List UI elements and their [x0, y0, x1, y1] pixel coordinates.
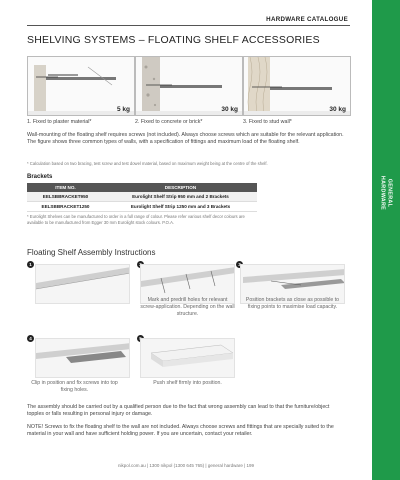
side-tab-line1: GENERAL: [386, 178, 393, 208]
table-row: [27, 192, 257, 202]
figure-weight: 5 kg: [116, 106, 130, 113]
side-category-tab[interactable]: [372, 0, 400, 480]
page-footer: nikpol.com.au | 1300 nikpol (1300 645 765) | general hardware | 199: [117, 463, 255, 468]
assembly-title: Floating Shelf Assembly Instructions: [27, 248, 156, 257]
catalogue-label: HARDWARE CATALOGUE: [266, 16, 348, 23]
side-tab-line2: HARDWARE: [380, 175, 386, 211]
figure-weight: 30 kg: [329, 106, 346, 113]
side-tab-text: [380, 176, 393, 210]
description-cell: Eurolight Shelf Strip 950 mm and 2 Brackets: [104, 192, 257, 202]
assembly-warning: The assembly should be carried out by a qualified person due to the fact that wrong assembly can lead to that the furniture/object topples or falls resulting in personal injury or damage.: [27, 404, 330, 417]
item-number-cell: EELSBBRACKET950: [27, 192, 104, 202]
wall-strip-illustration: [36, 265, 130, 304]
step-number: 1: [27, 261, 34, 268]
column-header: DESCRIPTION: [104, 183, 257, 192]
side-tab-label: [376, 168, 396, 218]
table-header-row: [27, 183, 257, 192]
intro-paragraph: Wall-mounting of the floating shelf requires screws (not included). Always choose screws which are suitable for the relevant application. The figure shows three common types of walls, with a specification of fittings and maximum load of the floating shelf.: [27, 132, 344, 145]
figure-plaster-wall: [27, 56, 135, 116]
step-4-illustration: [35, 338, 130, 378]
table-row: [27, 202, 257, 212]
description-cell: Eurolight Shelf Strip 1250 mm and 3 Brackets: [104, 202, 257, 212]
step-3-text: Position brackets as close as possible to fixing points to maximise load capacity.: [245, 297, 340, 310]
figure-caption: 1. Fixed to plaster material*: [27, 119, 92, 125]
brackets-heading: Brackets: [27, 174, 53, 180]
figure-weight: 30 kg: [221, 106, 238, 113]
brackets-table: [27, 183, 257, 212]
step-1-illustration: [35, 264, 130, 304]
figure-stud-wall: [243, 56, 351, 116]
screws-note: NOTE! Screws to fix the floating shelf to the wall are not included. Always choose screws and fittings that are specially suited to the material in your wall and have sufficient holding power. If you are uncertain, contact your retailer.: [27, 424, 334, 437]
column-header: ITEM NO.: [27, 183, 104, 192]
step-4-text: Clip in position and fix screws into top fixing holes.: [31, 380, 118, 393]
calculation-note: * Calculation based on two bracing, test screw and test dowel material, based on maximum weight being at the centre of the shelf.: [27, 161, 268, 166]
step-5-text: Push shelf firmly into position.: [153, 380, 222, 386]
item-number-cell: EELSBBRACKET1250: [27, 202, 104, 212]
push-shelf-illustration: [141, 339, 235, 378]
step-number: 4: [27, 335, 34, 342]
step-5-illustration: [140, 338, 235, 378]
step-2-text: Mark and predrill holes for relevant screw-application. Depending on the wall structure.: [140, 297, 235, 317]
figure-concrete-wall: [135, 56, 243, 116]
clip-bracket-illustration: [36, 339, 130, 378]
brackets-note: * Eurolight Shelves can be manufactured to order in a full range of colour. Please refer various shelf decor colours are available to be manufactured from Egger 30 mm Eurolight stock colours. P.O.A.: [27, 214, 245, 225]
page-title: SHELVING SYSTEMS – FLOATING SHELF ACCESSORIES: [27, 34, 320, 46]
figure-caption: 3. Fixed to stud wall*: [243, 119, 292, 125]
header-divider: [27, 25, 350, 26]
figure-caption: 2. Fixed to concrete or brick*: [135, 119, 203, 125]
